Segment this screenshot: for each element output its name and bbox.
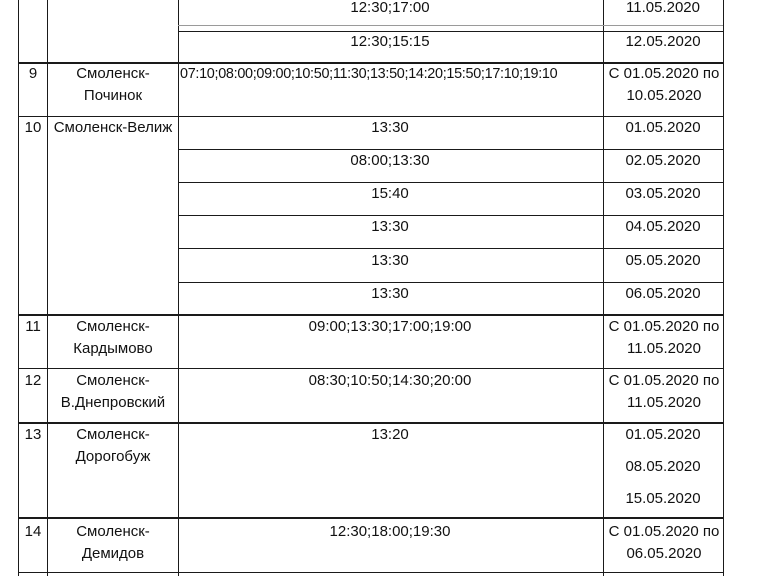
date-line: 11.05.2020 [627,394,701,411]
route-name [76,425,151,467]
row-divider [18,422,723,424]
route-name-line: В.Днепровский [60,394,166,411]
row-number: 9 [28,65,38,82]
date-cell [609,317,720,359]
times-cell: 12:30;17:00 [350,0,430,16]
date-cell [609,371,720,413]
column-divider-route [178,0,179,576]
route-name [73,317,152,359]
date-line: 10.05.2020 [626,87,702,104]
times-cell: 13:30 [371,252,409,269]
subrow-divider [178,282,723,283]
subrow-divider [178,149,723,150]
route-name-line: Смоленск- [76,523,150,540]
date-cell: 12.05.2020 [625,33,701,50]
date-line: С 01.05.2020 по [608,318,720,335]
date-cell [609,522,720,564]
date-cell: 05.05.2020 [625,252,701,269]
subrow-divider [178,215,723,216]
route-name-line: Смоленск- [76,426,150,443]
times-cell: 13:30 [371,119,409,136]
times-cell: 08:30;10:50;14:30;20:00 [308,372,472,389]
date-line: С 01.05.2020 по [608,372,720,389]
date-line: С 01.05.2020 по [608,523,720,540]
row-number: 10 [24,119,42,136]
row-number: 13 [24,426,42,443]
row-number: 14 [24,523,42,540]
subrow-divider [178,248,723,249]
date-cell: 01.05.2020 [625,119,701,136]
times-cell: 12:30;18:00;19:30 [329,523,451,540]
subrow-divider [178,25,723,26]
date-line: 06.05.2020 [626,545,702,562]
date-line: С 01.05.2020 по [608,65,720,82]
times-cell: 08:00;13:30 [350,152,430,169]
route-name-line: Смоленск- [76,65,150,82]
date-line: 11.05.2020 [627,340,701,357]
times-cell: 13:20 [371,426,409,443]
route-name-line: Дорогобуж [75,448,151,465]
row-number: 11 [25,318,41,335]
times-cell: 07:10;08:00;09:00;10:50;11:30;13:50;14:20;15:50;17:10;19:10 [180,66,558,82]
table-border-left [18,0,19,576]
row-number: 12 [24,372,42,389]
date-cell: 11.05.2020 [626,0,700,16]
times-cell: 12:30;15:15 [350,33,430,50]
route-name-line: Кардымово [73,340,153,357]
date-cell: 03.05.2020 [625,185,701,202]
date-cell: 15.05.2020 [625,490,701,507]
times-cell: 09:00;13:30;17:00;19:00 [308,318,472,335]
times-cell: 15:40 [371,185,409,202]
date-cell: 06.05.2020 [625,285,701,302]
route-name-line: Починок [83,87,143,104]
route-name [76,64,150,106]
row-divider [18,517,723,519]
route-name: Смоленск-Велиж [53,119,173,136]
date-cell [609,64,720,106]
subrow-divider [178,182,723,183]
row-divider [18,368,723,369]
table-border-right [723,0,724,576]
date-cell: 01.05.2020 [625,426,701,443]
route-name-line: Смоленск- [76,318,150,335]
row-divider [18,314,723,316]
row-divider [18,116,723,117]
route-name-line: Демидов [81,545,145,562]
row-divider [18,572,723,573]
date-cell: 02.05.2020 [625,152,701,169]
column-divider-num [47,0,48,576]
date-cell: 08.05.2020 [625,458,701,475]
route-name [76,522,150,564]
route-name-line: Смоленск- [76,372,150,389]
times-cell: 13:30 [371,285,409,302]
route-name [61,371,165,413]
times-cell: 13:30 [371,218,409,235]
column-divider-times [603,0,604,576]
date-cell: 04.05.2020 [625,218,701,235]
